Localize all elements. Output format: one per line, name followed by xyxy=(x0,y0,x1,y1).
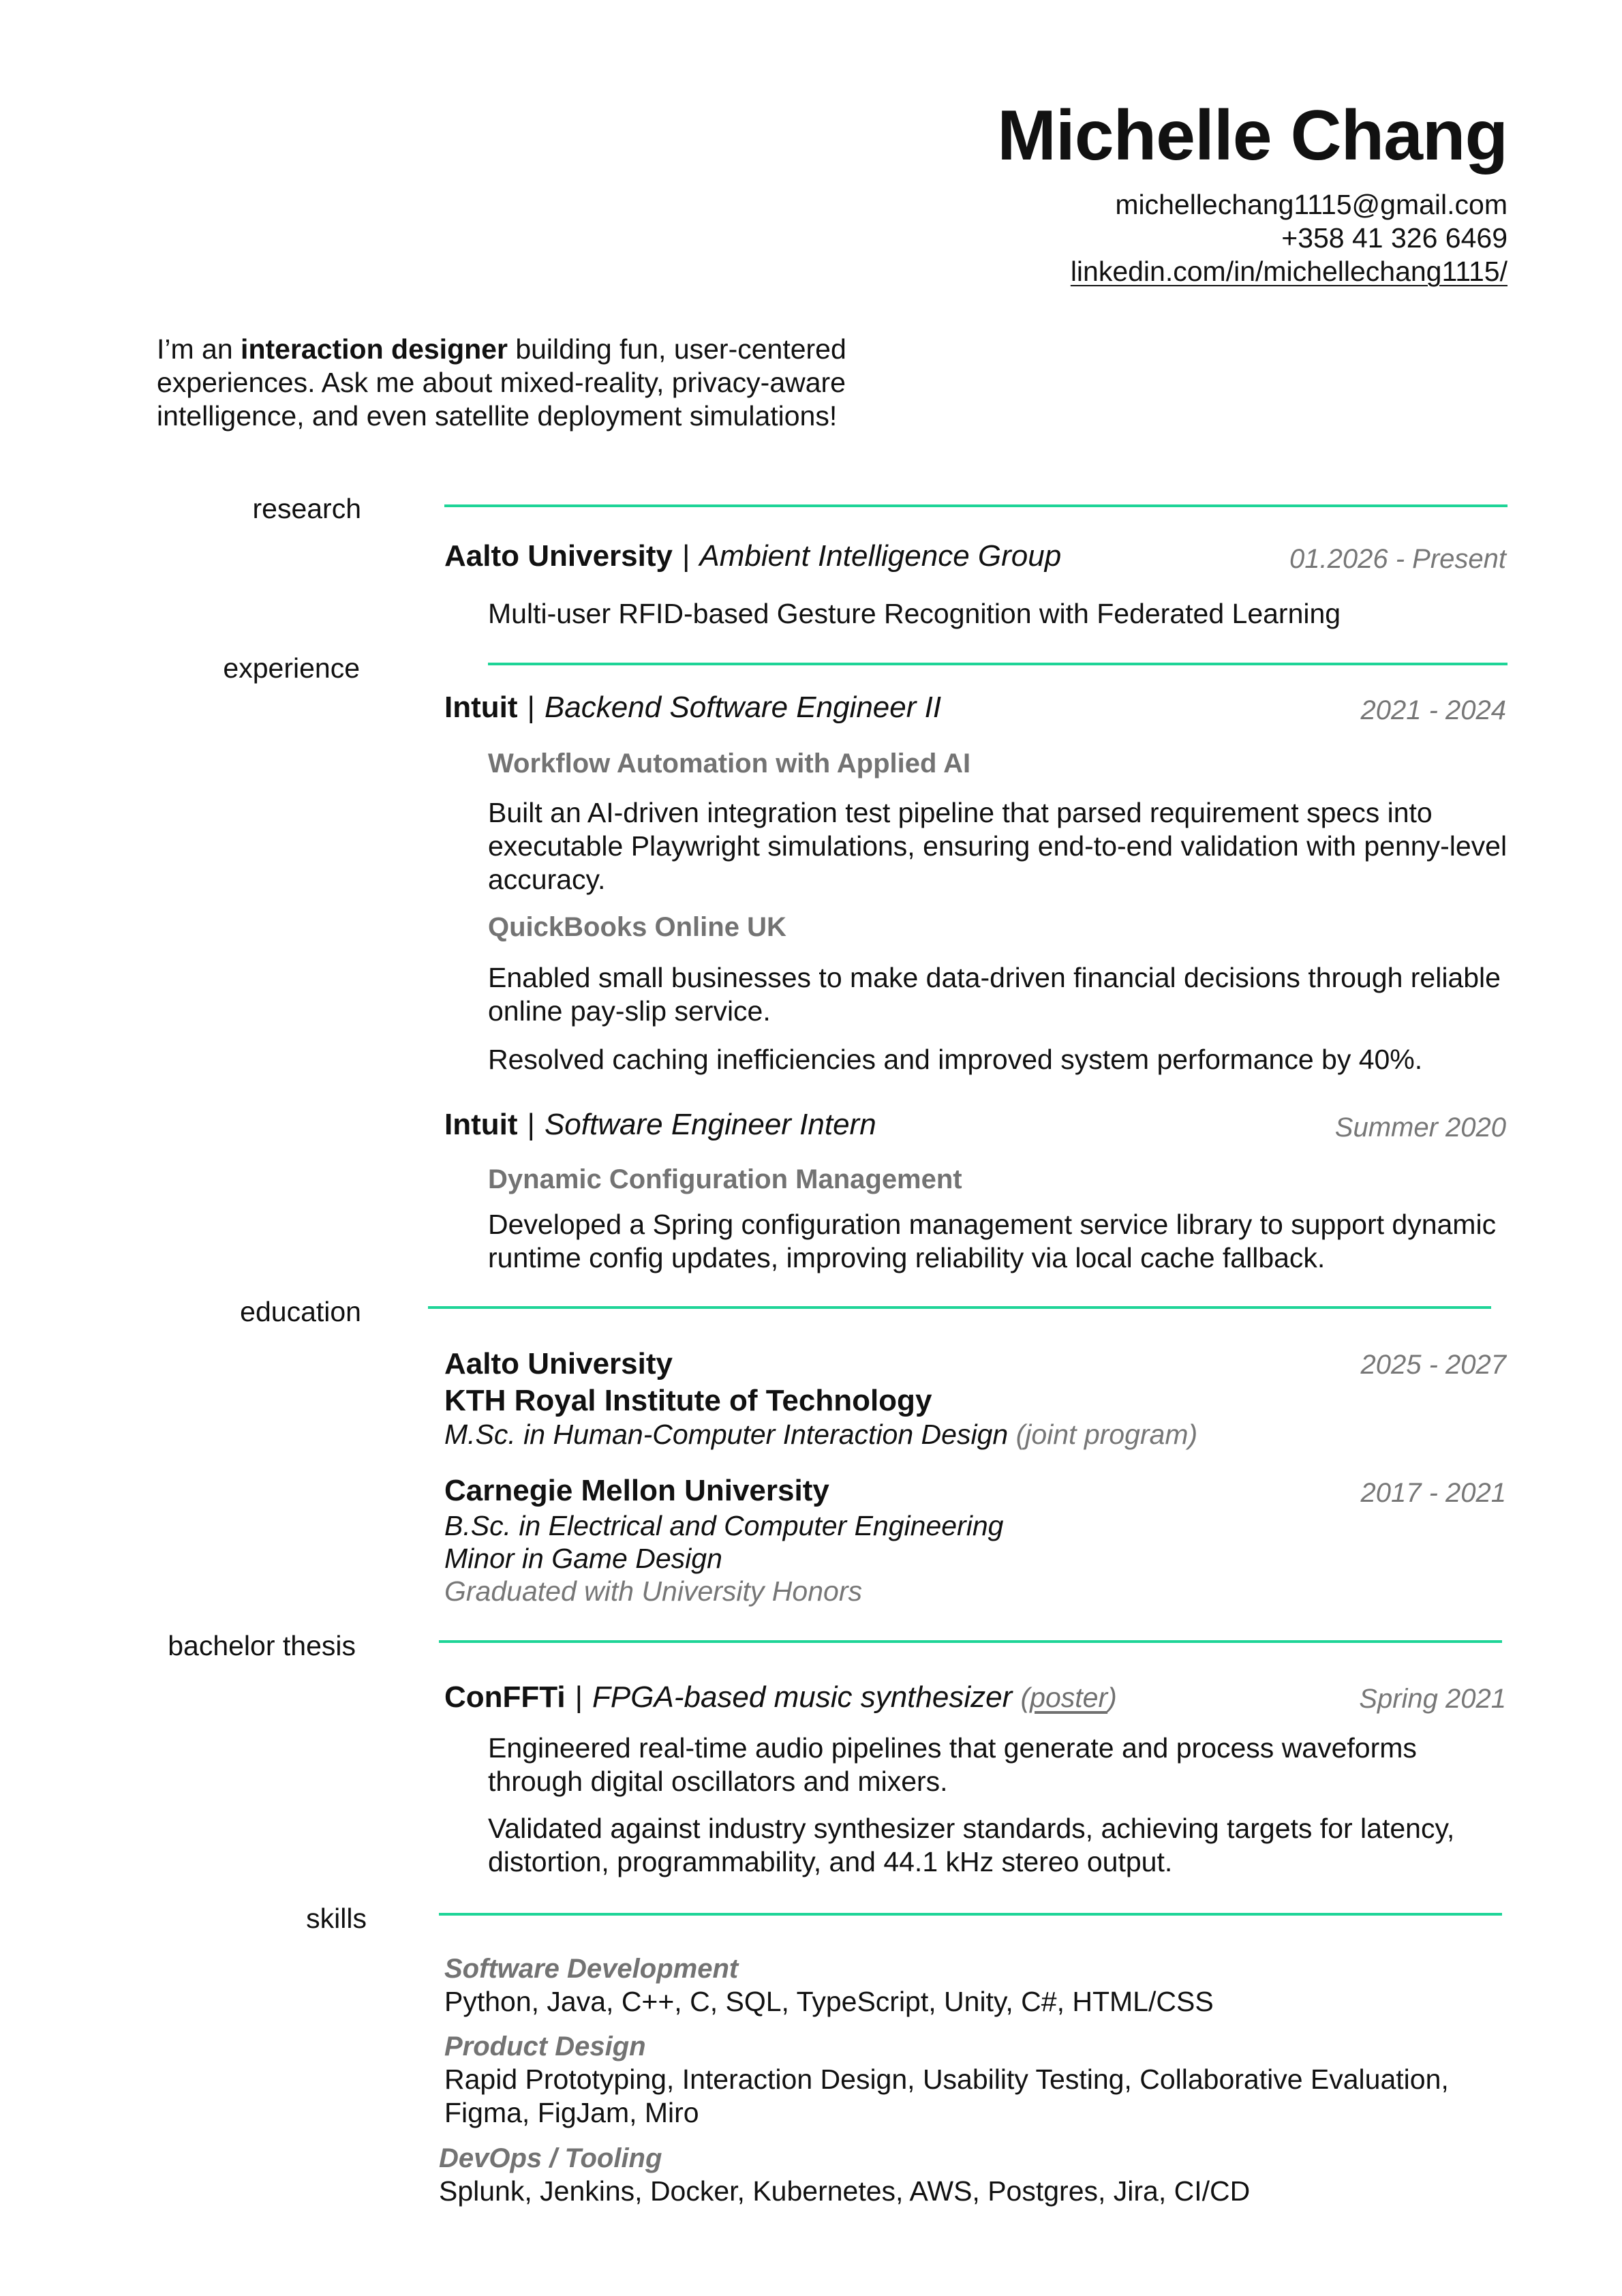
degree: M.Sc. in Human-Computer Interaction Design xyxy=(444,1419,1009,1450)
research-entry-title xyxy=(444,539,1061,574)
project-description: Resolved caching inefficiencies and improved system performance by 40%. xyxy=(488,1044,1423,1075)
section-divider xyxy=(444,504,1508,507)
contact-block xyxy=(1071,188,1508,288)
school-name: Carnegie Mellon University xyxy=(444,1474,829,1507)
intro-summary xyxy=(157,333,940,433)
job-date-1: 2021 - 2024 xyxy=(1360,695,1506,725)
project-description: Enabled small businesses to make data-driven financial decisions through reliable online pay-slip service. xyxy=(488,962,1501,1027)
email[interactable]: michellechang1115@gmail.com xyxy=(1115,189,1508,220)
job-role: Backend Software Engineer II xyxy=(544,691,942,724)
separator: | xyxy=(527,1108,535,1141)
intro-post: building fun, user-centered experiences. Ask me about mixed-reality, privacy-aware intelligence, and even satellite deployment simulations! xyxy=(157,333,846,432)
research-role: Ambient Intelligence Group xyxy=(699,539,1062,573)
section-label-education: education xyxy=(240,1296,361,1327)
separator: | xyxy=(575,1680,583,1714)
candidate-name: Michelle Chang xyxy=(997,96,1508,175)
thesis-title xyxy=(444,1680,1117,1715)
degree-line xyxy=(444,1418,1197,1451)
linkedin-link[interactable]: linkedin.com/in/michellechang1115/ xyxy=(1070,256,1508,287)
poster-link-wrap: (poster) xyxy=(1020,1682,1117,1713)
separator: | xyxy=(682,539,690,573)
section-label-research: research xyxy=(252,493,361,524)
job-date-2: Summer 2020 xyxy=(1334,1113,1506,1143)
skill-group-items: Python, Java, C++, C, SQL, TypeScript, Unity, C#, HTML/CSS xyxy=(444,1986,1214,2017)
thesis-subtitle: FPGA-based music synthesizer xyxy=(592,1680,1013,1714)
project-title: QuickBooks Online UK xyxy=(488,912,786,942)
honors: Graduated with University Honors xyxy=(444,1575,862,1607)
education-date-bs: 2017 - 2021 xyxy=(1360,1478,1506,1508)
section-divider xyxy=(488,663,1508,665)
section-label-experience: experience xyxy=(223,652,360,684)
thesis-date: Spring 2021 xyxy=(1359,1684,1506,1714)
minor: Minor in Game Design xyxy=(444,1543,722,1574)
thesis-description: Engineered real-time audio pipelines that generate and process waveforms through digital oscillators and mixers. xyxy=(488,1732,1417,1797)
job-title-1 xyxy=(444,690,941,725)
research-org: Aalto University xyxy=(444,539,673,573)
skill-group-items: Rapid Prototyping, Interaction Design, Usability Testing, Collaborative Evaluation, Figma, FigJam, Miro xyxy=(444,2064,1449,2128)
section-divider xyxy=(428,1306,1491,1309)
job-role: Software Engineer Intern xyxy=(544,1108,876,1141)
skill-group-title: Software Development xyxy=(444,1954,739,1984)
intro-highlight: interaction designer xyxy=(241,333,508,365)
school-name: KTH Royal Institute of Technology xyxy=(444,1384,932,1417)
project-description: Developed a Spring configuration management service library to support dynamic runtime config updates, improving reliability via local cache fallback. xyxy=(488,1209,1497,1273)
project-title: Dynamic Configuration Management xyxy=(488,1164,962,1194)
project-title: Workflow Automation with Applied AI xyxy=(488,749,971,779)
thesis-description: Validated against industry synthesizer standards, achieving targets for latency, distortion, programmability, and 44.1 kHz stereo output. xyxy=(488,1813,1455,1877)
poster-link[interactable]: poster xyxy=(1030,1682,1108,1713)
skill-group-items: Splunk, Jenkins, Docker, Kubernetes, AWS, Postgres, Jira, CI/CD xyxy=(439,2175,1251,2207)
research-description: Multi-user RFID-based Gesture Recognition with Federated Learning xyxy=(488,598,1341,629)
job-title-2 xyxy=(444,1107,876,1143)
education-date-ms: 2025 - 2027 xyxy=(1360,1350,1506,1380)
degree-note: (joint program) xyxy=(1015,1419,1198,1450)
skill-group-title: DevOps / Tooling xyxy=(439,2143,662,2173)
research-date: 01.2026 - Present xyxy=(1289,544,1506,574)
job-org: Intuit xyxy=(444,1108,518,1141)
section-label-skills: skills xyxy=(306,1903,367,1934)
degree: B.Sc. in Electrical and Computer Engineering xyxy=(444,1510,1004,1541)
thesis-name: ConFFTi xyxy=(444,1680,566,1714)
section-divider xyxy=(439,1640,1502,1643)
school-name: Aalto University xyxy=(444,1347,673,1380)
skill-group-title: Product Design xyxy=(444,2031,646,2061)
section-label-thesis: bachelor thesis xyxy=(168,1630,356,1661)
section-divider xyxy=(439,1913,1502,1916)
phone: +358 41 326 6469 xyxy=(1281,222,1508,254)
project-description: Built an AI-driven integration test pipeline that parsed requirement specs into executable Playwright simulations, ensuring end-to-end validation with penny-level accuracy. xyxy=(488,797,1508,895)
intro-pre: I’m an xyxy=(157,333,241,365)
separator: | xyxy=(527,691,535,724)
job-org: Intuit xyxy=(444,691,518,724)
